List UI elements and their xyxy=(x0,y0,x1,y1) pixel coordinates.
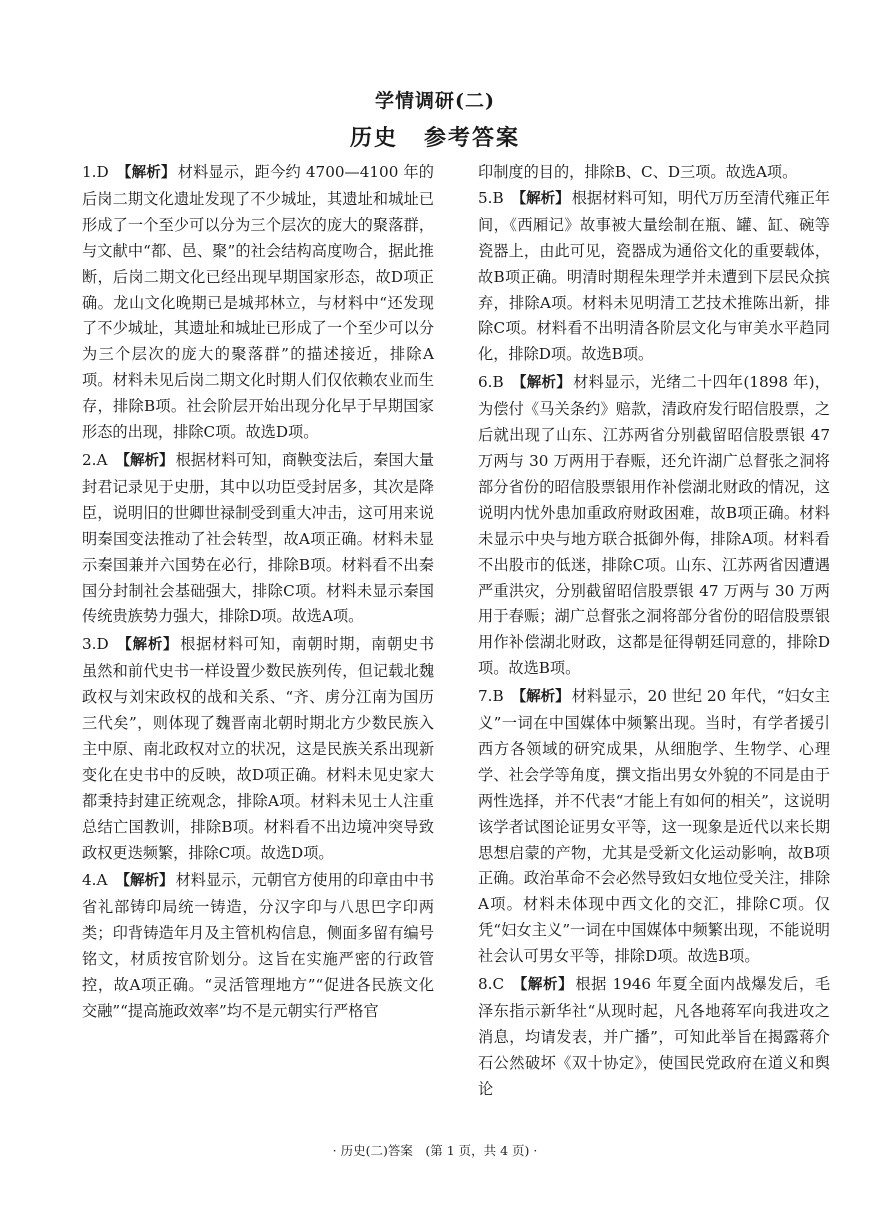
answer-item-3 xyxy=(82,632,434,866)
page-header xyxy=(0,86,870,154)
answer-number: 5.B xyxy=(478,188,504,207)
answer-text: 材料显示，光绪二十四年(1898 年)，为偿付《马关条约》赔款，清政府发行昭信股票，之后就出现了山东、江苏两省分别截留昭信股票银 47 万两与 30 万两用于春赈，还允许湖广总督张之洞将部分省份的昭信股票银用作补偿湖北财政的情况，这说明内忧外患加重政府财政困难，故B项正确。材料未显示中央与地方联合抵御外侮，排除A项。材料看不出股市的低迷，排除C项。山东、江苏两省因遭遇严重洪灾，分别截留昭信股票银 47 万两与 30 万两用于春赈；湖广总督张之洞将部分省份的昭信股票银用作补偿湖北财政，这都是征得朝廷同意的，排除D项。故选B项。 xyxy=(478,373,830,678)
answer-number: 2.A xyxy=(82,450,108,469)
answer-4-continuation: 印制度的目的，排除B、C、D三项。故选A项。 xyxy=(478,163,798,181)
answer-text: 材料显示，20 世纪 20 年代，“妇女主义”一词在中国媒体中频繁出现。当时，有学者援引西方各领域的研究成果，从细胞学、生物学、心理学、社会学等角度，撰文指出男女外貌的不同是由于两性选择，并不代表“才能上有如何的相关”，这说明该学者试图论证男女平等，这一现象是近代以来长期思想启蒙的产物，尤其是受新文化运动影响，故B项正确。政治革命不会必然导致妇女地位受关注，排除A项。材料未体现中西文化的交汇，排除C项。仅凭“妇女主义”一词在中国媒体中频繁出现，不能说明社会认可男女平等，排除D项。故选B项。 xyxy=(478,687,830,966)
left-column xyxy=(82,160,434,1027)
page-footer: · 历史(二)答案 (第 1 页，共 4 页) · xyxy=(332,1143,538,1158)
answer-label: 参考答案 xyxy=(424,125,521,151)
answer-text: 根据 1946 年夏全面内战爆发后，毛泽东指示新华社“从现时起，凡各地蒋军向我进攻之消息，均请发表，并广播”，可知此举旨在揭露蒋介石公然破坏《双十协定》，使国民党政府在道义和舆论 xyxy=(478,975,831,1098)
analysis-tag: 【解析】 xyxy=(511,190,570,207)
analysis-tag: 【解析】 xyxy=(511,375,572,392)
answer-number: 4.A xyxy=(82,871,108,890)
answer-item-5 xyxy=(478,186,830,368)
answer-text: 材料显示，距今约 4700—4100 年的后岗二期文化遗址发现了不少城址，其遗址和城址已形成了一个至少可以分为三个层次的庞大的聚落群，与文献中“都、邑、聚”的社会结构高度吻合，据此推断，后岗二期文化已经出现早期国家形态，故D项正确。龙山文化晚期已是城邦林立，与材料中“还发现了不少城址，其遗址和城址已形成了一个至少可以分为三个层次的庞大的聚落群”的描述接近，排除A项。材料未见后岗二期文化时期人们仅依赖农业而生存，排除B项。社会阶层开始出现分化早于早期国家形态的出现，排除C项。故选D项。 xyxy=(82,163,434,442)
answer-number: 1.D xyxy=(82,163,109,181)
answer-text: 材料显示，元朝官方使用的印章由中书省礼部铸印局统一铸造，分汉字印与八思巴字印两类；印背铸造年月及主管机构信息，侧面多留有编号铭文，材质按官阶划分。这旨在实施严密的行政管控，故A项正确。“灵活管理地方”“促进各民族文化交融”“提高施政效率”均不是元朝实行严格官 xyxy=(82,871,435,1020)
subject-name: 历史 xyxy=(349,125,398,151)
analysis-tag: 【解析】 xyxy=(511,689,570,706)
analysis-tag: 【解析】 xyxy=(115,452,174,469)
answer-item-8 xyxy=(478,972,830,1103)
answer-number: 3.D xyxy=(82,635,109,654)
answer-text: 根据材料可知，商鞅变法后，秦国大量封君记录见于史册，其中以功臣受封居多，其次是降臣，说明旧的世卿世禄制受到重大冲击，这可用来说明秦国变法推动了社会转型，故A项正确。材料未显示秦国兼并六国势在必行，排除B项。材料看不出秦国分封制社会基础强大，排除C项。材料未显示秦国传统贵族势力强大，排除D项。故选A项。 xyxy=(82,450,435,626)
answer-number: 6.B xyxy=(478,373,504,392)
exam-title: 学情调研(二) xyxy=(375,90,495,112)
page-subtitle xyxy=(0,122,870,154)
analysis-tag: 【解析】 xyxy=(116,165,176,181)
analysis-tag: 【解析】 xyxy=(512,977,574,994)
answer-text: 根据材料可知，明代万历至清代雍正年间，《西厢记》故事被大量绘制在瓶、罐、缸、碗等瓷器上，由此可见，瓷器成为通俗文化的重要载体，故B项正确。明清时期程朱理学并未遭到下层民众摈弃，排除A项。材料未见明清工艺技术推陈出新，排除C项。材料看不出明清各阶层文化与审美水平趋同化，排除D项。故选B项。 xyxy=(478,188,831,364)
analysis-tag: 【解析】 xyxy=(115,873,174,890)
answer-item-4 xyxy=(82,868,434,1024)
analysis-tag: 【解析】 xyxy=(116,637,179,654)
answer-item-7 xyxy=(478,684,830,970)
answer-item-1 xyxy=(82,160,434,446)
right-column xyxy=(478,160,830,1105)
answer-item-2 xyxy=(82,448,434,630)
answer-text: 根据材料可知，南朝时期，南朝史书虽然和前代史书一样设置少数民族列传，但记载北魏政权与刘宋政权的战和关系、“齐、虏分江南为国历三代矣”，则体现了魏晋南北朝时期北方少数民族入主中原、南北政权对立的状况，这是民族关系出现新变化在史书中的反映，故D项正确。材料未见史家大都秉持封建正统观念，排除A项。材料未见士人注重总结亡国教训，排除B项。材料看不出边境冲突导致政权更迭频繁，排除C项。故选D项。 xyxy=(82,635,435,862)
answer-number: 7.B xyxy=(478,687,504,706)
answer-number: 8.C xyxy=(478,975,505,994)
answer-item-6 xyxy=(478,370,830,682)
